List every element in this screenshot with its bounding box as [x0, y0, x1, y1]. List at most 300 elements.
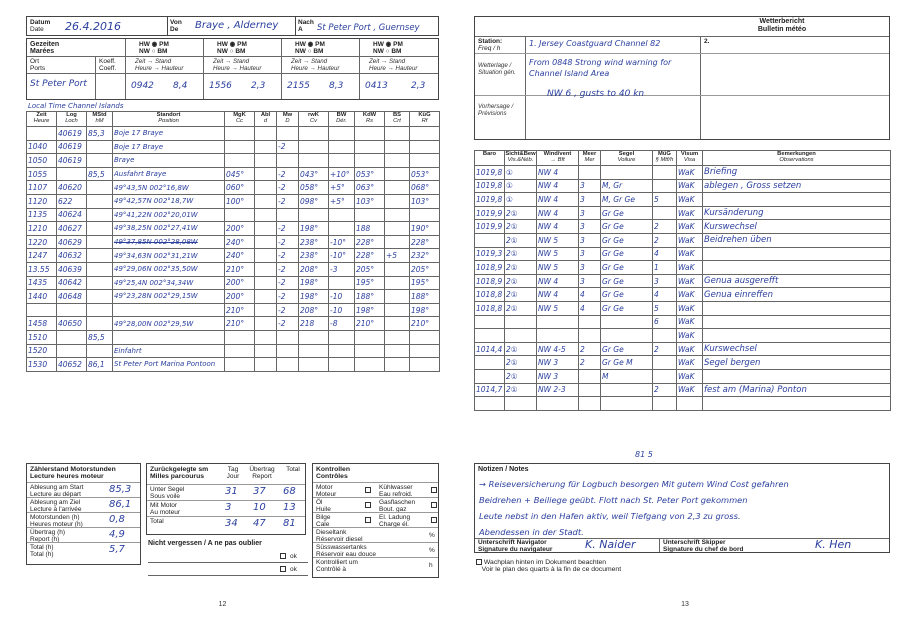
date-label: Date [30, 26, 44, 33]
log-cell [255, 344, 277, 358]
log-cell [87, 276, 113, 290]
notes-label: Notizen / Notes [478, 466, 529, 473]
obs-cell: M, Gr Ge [601, 193, 653, 207]
station-label: Station: [478, 38, 503, 45]
obs-header-1 [505, 151, 537, 166]
log-cell [255, 154, 277, 168]
obs-cell: ① [505, 179, 537, 193]
log-cell [87, 208, 113, 222]
ort-label: Ort [30, 58, 40, 65]
obs-cell [475, 315, 505, 329]
log-cell [329, 154, 355, 168]
obs-cell: Gr Ge [601, 220, 653, 234]
log-cell [385, 154, 410, 168]
log-cell [410, 127, 440, 141]
log-cell: Braye [113, 154, 225, 168]
log-cell: 218 [299, 317, 329, 331]
control-label [316, 514, 330, 528]
log-cell: 40642 [57, 276, 87, 290]
obs-cell: Genua ausgerefft [703, 274, 891, 288]
obs-header-de-1: Sicht&Bew [505, 151, 536, 157]
obs-cell: Segel bergen [703, 356, 891, 370]
log-cell [385, 317, 410, 331]
obs-cell: NW 4 [537, 206, 579, 220]
log-cell: 232° [410, 249, 440, 263]
obs-cell: NW 4 [537, 166, 579, 180]
obs-cell: 6 [653, 315, 677, 329]
motor-label-fr: Total (h) [30, 551, 54, 558]
obs-cell: Briefing [703, 166, 891, 180]
obs-cell [475, 397, 505, 411]
obs-cell: 3 [579, 206, 601, 220]
note-line-1: → Reiseversicherung für Logbuch besorgen Mit gutem Wind Cost gefahren [479, 479, 789, 489]
log-cell [27, 303, 57, 317]
log-cell [255, 181, 277, 195]
motor-row-label [30, 514, 83, 528]
zeit-stand-1: Zeit → Stand [135, 58, 172, 65]
miles-head-tag: Tag Jour [226, 466, 240, 480]
log-cell [87, 290, 113, 304]
log-cell: 1055 [27, 167, 57, 181]
miles-value: 47 [253, 518, 266, 529]
obs-cell: 1018,8 [475, 301, 505, 315]
obs-cell: NW 2-3 [537, 383, 579, 397]
obs-cell [579, 397, 601, 411]
obs-cell [579, 329, 601, 343]
log-cell [355, 208, 385, 222]
control-checkbox[interactable] [431, 517, 437, 523]
log-header-fr-9: Rs [365, 118, 374, 125]
log-cell: 1247 [27, 249, 57, 263]
obs-cell [703, 193, 891, 207]
miles-row-label [150, 502, 180, 516]
obs-cell [601, 315, 653, 329]
log-cell [385, 127, 410, 141]
log-cell: 195° [355, 276, 385, 290]
obs-cell: WaK [677, 356, 703, 370]
log-cell [355, 330, 385, 344]
control-label-de: Öl [316, 499, 323, 506]
obs-cell [537, 315, 579, 329]
log-cell: 40629 [57, 235, 87, 249]
miles-label-fr: Sous voile [150, 493, 180, 500]
log-row [27, 222, 440, 236]
obs-cell: WaK [677, 301, 703, 315]
log-cell: 063° [355, 181, 385, 195]
log-cell [299, 344, 329, 358]
obs-cell: Gr Ge [601, 261, 653, 275]
tide-height-2: 2,3 [251, 81, 266, 91]
ports-label: Ports [30, 65, 46, 72]
log-cell: 49°37,85N 002°28,08W [113, 235, 225, 249]
log-cell: 86,1 [87, 358, 113, 372]
log-cell: 058° [299, 181, 329, 195]
log-cell: 1107 [27, 181, 57, 195]
log-cell [87, 140, 113, 154]
note-line-4: Abendessen in der Stadt. [479, 527, 584, 537]
log-cell [385, 222, 410, 236]
control-checkbox[interactable] [365, 502, 371, 508]
log-cell: 210° [225, 303, 255, 317]
log-cell [355, 358, 385, 372]
control-checkbox[interactable] [365, 487, 371, 493]
log-cell: 100° [225, 194, 255, 208]
log-cell: 85,5 [87, 330, 113, 344]
log-cell [299, 140, 329, 154]
page-number-right: 13 [681, 601, 689, 608]
miles-value: 31 [225, 486, 238, 497]
log-cell [57, 330, 87, 344]
control-label [379, 484, 413, 498]
log-cell: +10° [329, 167, 355, 181]
log-cell: -2 [277, 194, 299, 208]
wetterlage-label: Wetterlage / Situation gén. [478, 62, 516, 76]
nav-signature-label: Unterschrift Navigator [478, 539, 547, 546]
obs-cell: WaK [677, 179, 703, 193]
log-row [27, 358, 440, 372]
miles-row-label [150, 518, 164, 525]
obs-cell: WaK [677, 369, 703, 383]
log-cell: -10 [329, 290, 355, 304]
coeff-label: Coeff. [99, 65, 117, 72]
reminder-ok-checkbox-1[interactable] [280, 553, 286, 559]
obs-cell: Genua einreffen [703, 288, 891, 302]
log-row [27, 303, 440, 317]
miles-row [147, 516, 305, 532]
right-logbook-page [470, 8, 900, 608]
log-cell [255, 276, 277, 290]
motor-title-fr: Lecture heures moteur [30, 473, 104, 480]
obs-row [475, 166, 891, 180]
log-cell: 40619 [57, 154, 87, 168]
log-row [27, 276, 440, 290]
reminder-lines [148, 550, 308, 578]
a-label: A [298, 26, 303, 33]
obs-cell: Gr Ge [601, 206, 653, 220]
control-extra-de: Süsswassertanks [316, 544, 367, 551]
miles-title-fr: Milles parcourus [150, 473, 205, 480]
log-cell [385, 208, 410, 222]
de-label: De [170, 26, 179, 33]
log-cell: 240° [225, 249, 255, 263]
motor-value: 86,1 [109, 499, 132, 510]
obs-cell: NW 4 [537, 288, 579, 302]
log-header-fr-5: d [263, 118, 268, 125]
obs-cell: 2 [653, 220, 677, 234]
note-line-3: Leute nebst in den Hafen aktiv, weil Tiefgang von 2,3 zu gross. [479, 511, 741, 521]
motor-label-de: Übertrag (h) [30, 529, 66, 536]
control-extra-fr: Contrôlé à [316, 566, 346, 573]
heure-hauteur-4: Heure → Hauteur [369, 65, 418, 72]
log-cell [27, 127, 57, 141]
miles-value: 37 [253, 486, 266, 497]
obs-cell: Gr Ge [601, 342, 653, 356]
log-header-de-11: KüG [418, 112, 431, 118]
log-cell: 200° [225, 290, 255, 304]
control-checkbox[interactable] [431, 502, 437, 508]
obs-cell: 1 [653, 261, 677, 275]
log-cell [87, 235, 113, 249]
obs-row [475, 315, 891, 329]
log-cell [255, 249, 277, 263]
log-cell [225, 140, 255, 154]
log-cell [299, 358, 329, 372]
obs-cell: 3 [579, 261, 601, 275]
obs-cell [677, 397, 703, 411]
obs-cell [601, 166, 653, 180]
control-label-de: Bilge [316, 514, 331, 521]
obs-row [475, 301, 891, 315]
control-label-fr: Eau refroid. [379, 491, 413, 498]
log-cell: 40619 [57, 140, 87, 154]
nw-bm-label-2: NW ○ BM [217, 48, 246, 55]
log-cell [277, 330, 299, 344]
obs-cell: 2① [505, 288, 537, 302]
log-header-10 [385, 112, 410, 127]
log-cell: 238° [299, 235, 329, 249]
obs-cell: M, Gr [601, 179, 653, 193]
miles-row [147, 500, 305, 516]
log-cell: 053° [355, 167, 385, 181]
control-label-fr: Bout. gaz [379, 506, 407, 513]
log-cell [255, 358, 277, 372]
log-cell [255, 140, 277, 154]
obs-header-fr-4: Voilure [617, 157, 636, 164]
log-row [27, 140, 440, 154]
log-cell [355, 140, 385, 154]
control-label-fr: Moteur [316, 491, 337, 498]
miles-value: 13 [283, 502, 296, 513]
log-cell [255, 235, 277, 249]
obs-cell [653, 369, 677, 383]
log-cell: -10° [329, 235, 355, 249]
obs-header-3 [579, 151, 601, 166]
log-cell [329, 140, 355, 154]
log-row [27, 235, 440, 249]
datum-label: Datum [30, 19, 51, 26]
log-cell [385, 276, 410, 290]
nw-bm-label-3: NW ○ BM [295, 48, 324, 55]
motor-label-fr: Report (h) [30, 536, 60, 543]
log-cell: 40627 [57, 222, 87, 236]
log-cell: 198° [299, 276, 329, 290]
log-cell [255, 290, 277, 304]
obs-cell: NW 4 [537, 274, 579, 288]
tide-time-1: 0942 [131, 81, 154, 91]
obs-cell: NW 4 [537, 220, 579, 234]
obs-cell: Gr Ge [601, 288, 653, 302]
obs-cell: 1019,8 [475, 179, 505, 193]
log-cell: 49°23,28N 002°29,15W [113, 290, 225, 304]
obs-header-5 [653, 151, 677, 166]
obs-cell [505, 397, 537, 411]
log-cell: -3 [329, 262, 355, 276]
log-cell: 228° [355, 249, 385, 263]
obs-cell: 2 [579, 342, 601, 356]
log-header-7 [299, 112, 329, 127]
log-cell: -2 [277, 290, 299, 304]
control-label [316, 499, 331, 513]
obs-cell: WaK [677, 233, 703, 247]
obs-cell: 2 [579, 356, 601, 370]
log-header-fr-8: Dér. [336, 118, 347, 125]
log-cell: 13.55 [27, 262, 57, 276]
miles-label-de: Total [150, 518, 164, 525]
log-cell [299, 127, 329, 141]
log-header-fr-3: Position [158, 118, 179, 125]
log-cell: 49°43,5N 002°16,8W [113, 181, 225, 195]
motor-value: 4,9 [109, 529, 125, 540]
motor-row-label [30, 529, 65, 543]
log-cell [329, 276, 355, 290]
log-header-fr-4: Cc [235, 118, 244, 125]
log-cell: 103° [410, 194, 440, 208]
nw-bm-label-4: NW ○ BM [373, 48, 402, 55]
log-cell [355, 154, 385, 168]
log-cell: 195° [410, 276, 440, 290]
station-2-label: 2. [704, 38, 710, 45]
control-checkbox[interactable] [365, 517, 371, 523]
koeff-label: Koeff. [99, 58, 116, 65]
miles-row [147, 484, 305, 500]
log-cell: 188° [410, 290, 440, 304]
log-cell: -10 [329, 303, 355, 317]
obs-row [475, 383, 891, 397]
ok-label-1: ok [290, 553, 297, 560]
miles-value: 3 [225, 502, 232, 513]
control-label [379, 499, 415, 513]
miles-label-de: Mit Motor [150, 502, 178, 509]
log-cell: 40652 [57, 358, 87, 372]
obs-cell: 1018,8 [475, 288, 505, 302]
log-cell: 1440 [27, 290, 57, 304]
hw-pm-label-2: HW ◉ PM [217, 41, 247, 48]
log-header-fr-0: Heure [33, 118, 50, 125]
reminder-ok-checkbox-2[interactable] [280, 566, 286, 572]
obs-cell: 3 [579, 233, 601, 247]
log-cell: 1040 [27, 140, 57, 154]
log-cell [410, 358, 440, 372]
nw-bm-label-1: NW ○ BM [139, 48, 168, 55]
log-cell: 060° [225, 181, 255, 195]
obs-cell [703, 261, 891, 275]
miles-value: 81 [283, 518, 296, 529]
log-row [27, 330, 440, 344]
watch-plan-checkbox[interactable] [476, 559, 482, 565]
log-cell: 1220 [27, 235, 57, 249]
log-cell [57, 303, 87, 317]
control-row [313, 497, 438, 512]
obs-cell [653, 356, 677, 370]
weather-report-box [474, 16, 890, 140]
log-cell: -10° [329, 249, 355, 263]
zeit-stand-4: Zeit → Stand [369, 58, 406, 65]
log-row [27, 290, 440, 304]
log-cell [225, 344, 255, 358]
log-cell [255, 262, 277, 276]
miles-label-fr: Au moteur [150, 509, 180, 516]
log-cell [87, 303, 113, 317]
forecast-label: Vorhersage / Prévisions [478, 103, 514, 117]
tide-height-1: 8,4 [173, 81, 188, 91]
log-cell [277, 358, 299, 372]
obs-cell: 2① [505, 274, 537, 288]
miles-label-de: Unter Segel [150, 486, 185, 493]
log-cell: 85,3 [87, 127, 113, 141]
control-extra-label [316, 544, 376, 558]
log-cell: 188 [355, 222, 385, 236]
control-label-fr: Huile [316, 506, 331, 513]
log-cell [255, 127, 277, 141]
miles-row-label [150, 486, 184, 500]
log-cell: 49°41,22N 002°20,01W [113, 208, 225, 222]
log-cell: 1135 [27, 208, 57, 222]
log-row [27, 154, 440, 168]
obs-cell: Gr Ge [601, 301, 653, 315]
log-cell [277, 344, 299, 358]
obs-cell [475, 369, 505, 383]
control-extra-label [316, 529, 363, 543]
control-row [313, 482, 438, 497]
log-cell: 40620 [57, 181, 87, 195]
obs-cell: 2① [505, 369, 537, 383]
obs-cell: ablegen , Gross setzen [703, 179, 891, 193]
heure-hauteur-3: Heure → Hauteur [291, 65, 340, 72]
log-cell [410, 140, 440, 154]
control-checkbox[interactable] [431, 487, 437, 493]
obs-row [475, 193, 891, 207]
obs-header-de-0: Baro [482, 151, 497, 157]
log-cell: 053° [410, 167, 440, 181]
log-cell [87, 262, 113, 276]
tide-time-4: 0413 [365, 81, 388, 91]
log-cell: -2 [277, 235, 299, 249]
log-cell [385, 235, 410, 249]
obs-cell: WaK [677, 288, 703, 302]
obs-cell: 3 [579, 179, 601, 193]
log-cell: -2 [277, 303, 299, 317]
log-cell: 205° [410, 262, 440, 276]
obs-cell: 2① [505, 261, 537, 275]
log-cell: -8 [329, 317, 355, 331]
log-header-de-5: Abl [260, 112, 271, 118]
nav-signature-fr: Signature du navigateur [478, 546, 553, 553]
log-cell: 068° [410, 181, 440, 195]
tide-height-4: 2,3 [411, 81, 426, 91]
observations-log-table [474, 150, 891, 411]
obs-cell: 2① [505, 342, 537, 356]
motor-label-de: Ablesung am Ziel [30, 499, 81, 506]
obs-cell: 1019,8 [475, 193, 505, 207]
log-row [27, 262, 440, 276]
log-cell: 49°42,57N 002°18,7W [113, 194, 225, 208]
log-header-6 [277, 112, 299, 127]
obs-cell: NW 5 [537, 301, 579, 315]
obs-cell [601, 329, 653, 343]
page-number-left: 12 [218, 601, 227, 608]
obs-row [475, 329, 891, 343]
log-cell [277, 127, 299, 141]
obs-cell: WaK [677, 274, 703, 288]
log-cell [87, 317, 113, 331]
trip-header [26, 16, 439, 36]
obs-cell: WaK [677, 342, 703, 356]
obs-cell: NW 5 [537, 233, 579, 247]
log-cell [329, 330, 355, 344]
obs-cell: WaK [677, 383, 703, 397]
log-cell [255, 317, 277, 331]
motor-value: 85,3 [109, 484, 132, 495]
